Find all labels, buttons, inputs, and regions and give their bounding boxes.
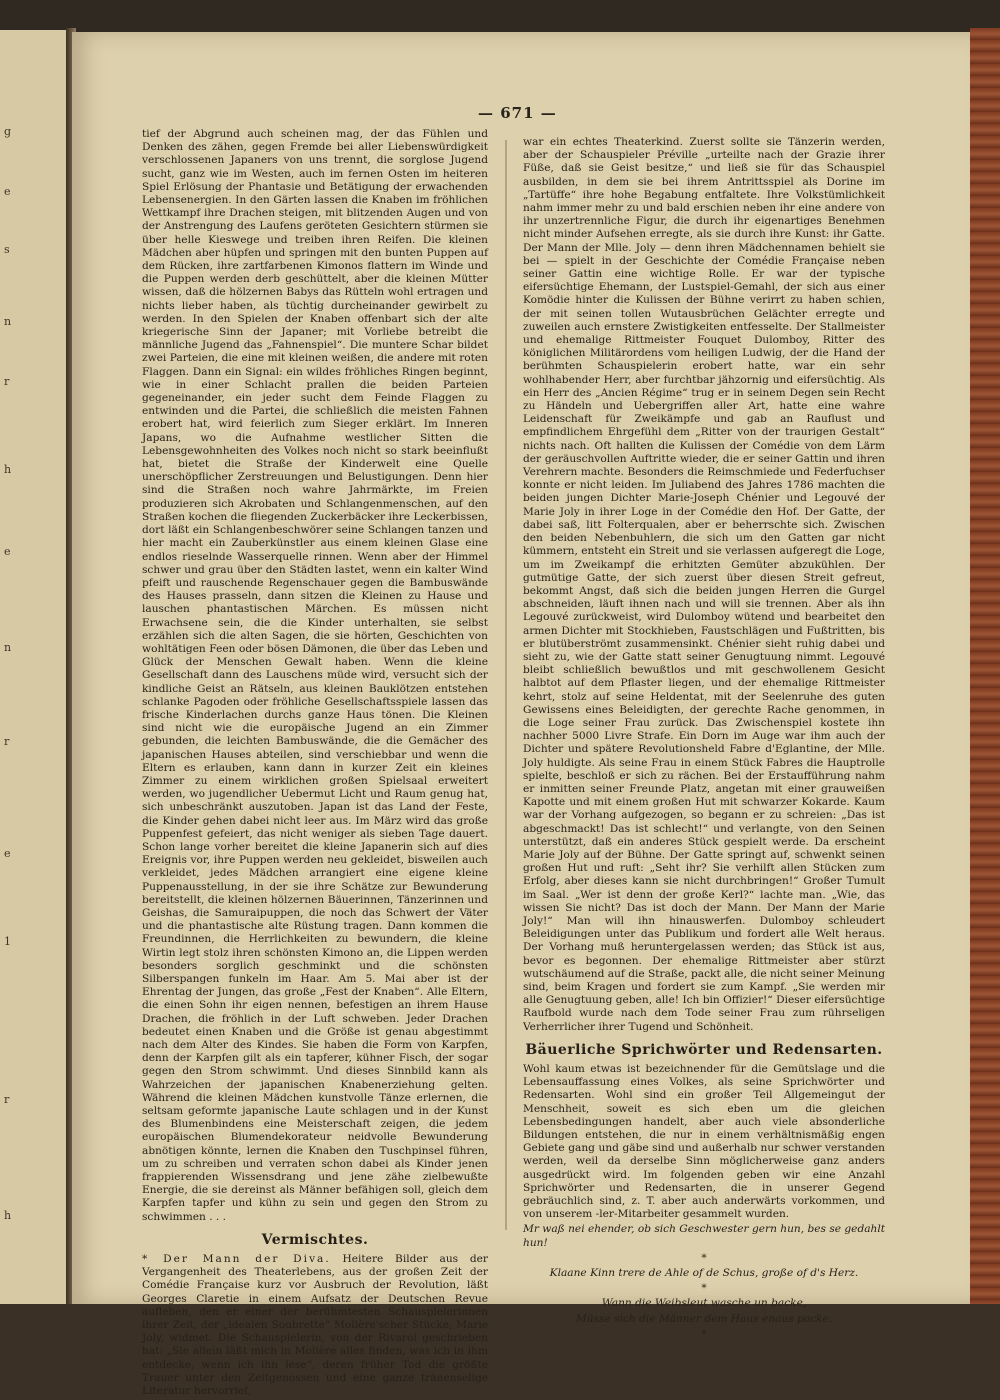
section-title-sprichwoerter: Bäuerliche Sprichwörter und Redensarten. xyxy=(525,1041,883,1058)
left-column xyxy=(142,128,488,1400)
book-binding xyxy=(970,28,1000,1304)
edge-fragment: r xyxy=(4,375,10,388)
article-lead: * Der Mann der Diva. xyxy=(142,1253,331,1266)
page-number: — 671 — xyxy=(478,104,557,122)
edge-fragment: g xyxy=(4,125,12,138)
article-body: Heitere Bilder aus der Vergangenheit des Theaterlebens, aus der großen Zeit der Comédie Française kurz vor Ausbruch der Revolution, läßt Georges Claretie in einem Aufsatz der Deutschen Revue aufleben, den er einer der berühmtesten Schauspielerinnen ihrer Zeit, der „idealen Soubrette“ Molière'scher Stücke, Marie Joly, widmet. Die Schauspielerin, von der Rivarol geschrieben hat: „Sie allein läßt mich in Molière alles finden, was ich in ihm entdecke, wenn ich ihn lese“, deren früher Tod die größte Trauer unter den Zeitgenossen und eine ganze tränenselige Literatur hervorrief, xyxy=(142,1253,488,1398)
right-column xyxy=(523,136,885,1343)
separator-star: * xyxy=(701,1251,707,1264)
edge-fragment: n xyxy=(4,641,12,654)
edge-fragment: e xyxy=(4,847,11,860)
column-divider xyxy=(505,140,507,1230)
section-title-vermischtes: Vermischtes. xyxy=(261,1231,369,1248)
paragraph-diva xyxy=(142,1253,488,1398)
edge-fragment: n xyxy=(4,315,12,328)
paragraph-marie-joly: war ein echtes Theaterkind. Zuerst sollte sie Tänzerin werden, aber der Schauspieler Préville „urteilte nach der Grazie ihrer Füße, daß sie Geist besitze,“ und ließ sie für das Schauspiel ausbilden, in dem sie bei ihrem Antrittsspiel als Dorine im „Tartüffe“ ihre hohe Begabung entfaltete. Ihre Volkstümlichkeit nahm immer mehr zu und bald erschien neben ihr eine andere von ihr unzertrennliche Figur, die durch ihr eigenartiges Benehmen nicht minder Aufsehen erregte, als sie durch ihre Kunst: ihr Gatte. Der Mann der Mlle. Joly — denn ihren Mädchennamen behielt sie bei — spielt in der Geschichte der Comédie Française neben seiner Gattin eine wichtige Rolle. Er war der typische eifersüchtige Ehemann, der Lustspiel-Gemahl, der sich aus einer Komödie hinter die Kulissen der Bühne verirrt zu haben schien, der mit seinen tollen Wutausbrüchen Gelächter erregte und zuweilen auch ernstere Zwistigkeiten entfesselte. Der Stallmeister und ehemalige Rittmeister Fouquet Dulomboy, Ritter des königlichen Militärordens vom heiligen Ludwig, der die Hand der berühmten Schauspielerin erobert hatte, war ein sehr wohlhabender Herr, aber furchtbar jähzornig und eifersüchtig. Als ein Herr des „Ancien Régime“ trug er in seinem Degen sein Recht zu Händeln und Uebergriffen aller Art, hatte eine wahre Leidenschaft für Zweikämpfe und gab an Rauflust und empfindlichem Ehrgefühl dem „Ritter von der traurigen Gestalt“ nichts nach. Oft hallten die Kulissen der Comédie von dem Lärm der geräuschvollen Auftritte wieder, die er seiner Gattin und ihren Verehrern machte. Besonders die Reimschmiede und Federfuchser konnte er nicht leiden. Im Juliabend des Jahres 1786 machten die beiden jungen Dichter Marie-Joseph Chénier und Legouvé der Marie Joly in ihrer Loge in der Comédie den Hof. Der Gatte, der dabei saß, litt Folterqualen, aber er beherrschte sich. Zwischen den beiden Nebenbuhlern, die sich um den Gatten gar nicht kümmern, entsteht ein Streit und sie verlassen aufgeregt die Loge, um im Zweikampf die erhitzten Gemüter abzukühlen. Der gutmütige Gatte, der sich zuerst über diesen Streit gefreut, bekommt Angst, daß sich die beiden jungen Herren die Gurgel abschneiden, läuft ihnen nach und will sie trennen. Aber als ihn Legouvé zurückweist, wird Dulomboy wütend und bearbeitet den armen Dichter mit Stockhieben, Faustschlägen und Fußtritten, bis er blutüberströmt zusammensinkt. Chénier sieht ruhig dabei und sieht zu, wie der Gatte statt seiner Genugtuung nimmt. Legouvé bleibt schließlich bewußtlos und mit geschwollenem Gesicht halbtot auf dem Pflaster liegen, und der ehemalige Rittmeister kehrt, stolz auf seine Heldentat, mit der Seelenruhe des guten Gewissens eines Beleidigten, der gerechte Rache genommen, in die Loge seiner Frau zurück. Das Zwischenspiel kostete ihn nachher 5000 Livre Strafe. Ein Dorn im Auge war ihm auch der Dichter und spätere Revolutionsheld Fabre d'Eglantine, der Mlle. Joly huldigte. Als seine Frau in einem Stück Fabres die Hauptrolle spielte, beschloß er sich zu rächen. Bei der Erstaufführung nahm er inmitten seiner Freunde Platz, angetan mit einer grauweißen Kapotte und mit einem großen Hut mit schwarzer Kokarde. Kaum war der Vorhang aufgezogen, so begann er zu schreien: „Das ist abgeschmackt! Das ist schlecht!“ und verlangte, von den Seinen unterstützt, daß ein anderes Stück gespielt werde. Da erscheint Marie Joly auf der Bühne. Der Gatte springt auf, schwenkt seinen großen Hut und ruft: „Seht ihr? Sie verhilft allen Stücken zum Erfolg, aber dieses kann sie nicht durchbringen!“ Großer Tumult im Saal. „Wer ist denn der große Kerl?“ lachte man. „Wie, das wissen Sie nicht? Das ist doch der Mann. Der Mann der Marie Joly!“ Man will ihn hinauswerfen. Dulomboy schleudert Beleidigungen unter das Publikum und fordert alle Welt heraus. Der Vorhang muß heruntergelassen werden; das Stück ist aus, bevor es begonnen. Der ehemalige Rittmeister aber stürzt wutschäumend auf die Straße, packt alle, die nicht seiner Meinung sind, beim Kragen und fordert sie zum Kampf. „Sie werden mir alle Genugtuung geben, alle! Ich bin Offizier!“ Dieser eifersüchtige Raufbold wurde nach dem Tode seiner Frau zum rührseligen Verherrlicher ihrer Tugend und Schönheit. xyxy=(523,136,885,1033)
paragraph-sprichwoerter-intro: Wohl kaum etwas ist bezeichnender für die Gemütslage und die Lebensauffassung eines Volkes, als seine Sprichwörter und Redensarten. Wohl sind ein großer Teil Allgemeingut der Menschheit, soweit es sich eben um die gleichen Lebensbedingungen handelt, aber auch viele absonderliche Bildungen entstehen, die nur in einem verhältnismäßig engen Gebiete gang und gäbe sind und außerhalb nur schwer verstanden werden, weil da derselbe Sinn möglicherweise ganz anders ausgedrückt wird. Im folgenden geben wir eine Anzahl Sprichwörter und Redensarten, die in unserer Gegend gebräuchlich sind, z. T. aber auch anderwärts vorkommen, und von unserem -ler-Mitarbeiter gesammelt wurden. xyxy=(523,1063,885,1221)
edge-fragment: s xyxy=(4,243,10,256)
separator-star: * xyxy=(701,1282,707,1295)
edge-fragment: h xyxy=(4,1209,12,1222)
edge-fragment: r xyxy=(4,735,10,748)
saying: Mr waß nei ehender, ob sich Geschwester gern hun, bes se gedahlt hun! xyxy=(523,1223,886,1249)
edge-fragment: e xyxy=(4,185,11,198)
saying-line: Wann die Weibsleut wasche un backe, xyxy=(601,1297,807,1310)
edge-fragment: r xyxy=(4,1093,10,1106)
book-cover-edge xyxy=(0,0,1000,32)
edge-fragment: e xyxy=(4,545,11,558)
previous-page-edge xyxy=(0,30,68,1304)
edge-fragment: h xyxy=(4,463,12,476)
saying: Klaane Kinn trere de Ahle of de Schus, große of d's Herz. xyxy=(549,1267,859,1280)
paragraph-japan-children: tief der Abgrund auch scheinen mag, der das Fühlen und Denken des zähen, gegen Fremde bei aller Liebenswürdigkeit verschlossenen Japaners von uns trennt, die sorglose Jugend sucht, ganz wie im Westen, auch im fernen Osten im heiteren Spiel Erlösung der Phantasie und Betätigung der erwachenden Lebensenergien. In den Gärten lassen die Knaben im fröhlichen Wettkampf ihre Drachen steigen, mit blitzenden Augen und von der Anstrengung des Laufens geröteten Gesichtern stürmen sie über helle Kieswege und treiben ihren Reifen. Die kleinen Mädchen aber hüpfen und springen mit den bunten Puppen auf dem Rücken, ihre zartfarbenen Kimonos flattern im Winde und die Puppen werden derb geschüttelt, aber die kleinen Mütter wissen, daß die hölzernen Babys das Rütteln wohl ertragen und nichts lieber haben, als tüchtig durcheinander gewirbelt zu werden. In den Spielen der Knaben offenbart sich der alte kriegerische Sinn der Japaner; mit Vorliebe betreibt die männliche Jugend das „Fahnenspiel“. Die muntere Schar bildet zwei Parteien, die eine mit kleinen weißen, die andere mit roten Flaggen. Dann ein Signal: ein wildes fröhliches Ringen beginnt, wie in einer Schlacht prallen die beiden Parteien gegeneinander, ein jeder sucht dem Feinde Flaggen zu entwinden und die Partei, die schließlich die meisten Fahnen erobert hat, wird feierlich zum Sieger erklärt. Im Inneren Japans, wo die Aufnahme westlicher Sitten die Lebensgewohnheiten des Volkes noch nicht so stark beeinflußt hat, bietet die Straße der Kinderwelt eine Quelle unerschöpflicher Zerstreuungen und Belustigungen. Denn hier sind die Straßen noch wahre Jahrmärkte, im Freien produzieren sich Akrobaten und Schlangenmenschen, auf den Straßen kochen die fliegenden Zuckerbäcker ihre Leckerbissen, dort läßt ein Schlangenbeschwörer seine Schlangen tanzen und hier macht ein Zauberkünstler aus einem kleinen Glase eine endlos rieselnde Wasserquelle rinnen. Wenn aber der Himmel schwer und grau über den Städten lastet, wenn ein kalter Wind pfeift und rauschende Regenschauer gegen die Bambuswände des Hauses prasseln, dann sitzen die Kleinen zu Hause und lauschen phantastischen Märchen. Es müssen nicht Erwachsene sein, die die Kinder unterhalten, sie selbst erzählen sich die alten Sagen, die sie hörten, Geschichten von wohltätigen Feen oder bösen Dämonen, die über das Leben und Glück der Menschen Gewalt haben. Wenn die kleine Gesellschaft dann des Lauschens müde wird, versucht sich der kindliche Geist an Rätseln, aus kleinen Bauklötzen entstehen schlanke Pagoden oder fröhliche Gesellschaftsspiele lassen das frische Kinderlachen durchs ganze Haus tönen. Die Kleinen sind nicht wie die europäische Jugend an ein Zimmer gebunden, die leichten Bambuswände, die die Gemächer des japanischen Hauses abteilen, sind verschiebbar und wenn die Eltern es erlauben, kann dann in kurzer Zeit ein kleines Zimmer zu einem wirklichen großen Spielsaal erweitert werden, wo jugendlicher Uebermut Licht und Raum genug hat, sich unbeschränkt auszutoben. Japan ist das Land der Feste, die Kinder gehen dabei nicht leer aus. Im März wird das große Puppenfest gefeiert, das nicht weniger als sieben Tage dauert. Schon lange vorher bereitet die kleine Japanerin sich auf dies Ereignis vor, ihre Puppen werden neu gekleidet, bisweilen auch verkleidet, jedes Mädchen arrangiert eine eigene kleine Puppenausstellung, in der sie ihre Schätze zur Bewunderung bereitstellt, die kleinen hölzernen Bäuerinnen, Tänzerinnen und Geishas, die Samuraipuppen, die noch das Schwert der Väter und die phantastische alte Rüstung tragen. Dann kommen die Freundinnen, die Herrlichkeiten zu bewundern, die kleine Wirtin legt stolz ihren schönsten Kimono an, die Lippen werden besonders sorglich geschminkt und die schönsten Silberspangen funkeln im Haar. Am 5. Mai aber ist der Ehrentag der Jungen, das große „Fest der Knaben“. Alle Eltern, die einen Sohn ihr eigen nennen, befestigen an ihrem Hause Drachen, die fröhlich in der Luft schweben. Jeder Drachen bedeutet einen Knaben und die Größe ist genau abgestimmt nach dem Alter des Kindes. Sie haben die Form von Karpfen, denn der Karpfen gilt als ein tapferer, kühner Fisch, der sogar gegen den Strom schwimmt. Und dieses Sinnbild kann als Wahrzeichen der japanischen Knabenerziehung gelten. Während die kleinen Mädchen kunstvolle Tänze erlernen, die seltsam geformte japanische Laute schlagen und in der Kunst des Blumenbindens eine Meisterschaft zeigen, die jedem europäischen Blumendekorateur neidvolle Bewunderung abnötigen könnte, lernen die Knaben den Tuschpinsel führen, um zu schreiben und verraten schon dabei als Kinder jenen frappierenden Wissensdrang und jene zähe zielbewußte Energie, die sie dereinst als Männer befähigen soll, gleich dem Karpfen tapfer und kühn zu sein und gegen den Strom zu schwimmen . . . xyxy=(142,128,488,1223)
edge-fragment: 1 xyxy=(4,935,11,948)
separator-star: * xyxy=(701,1327,707,1340)
saying-line: Müsse sich die Männer dem Haus enaus packe. xyxy=(575,1312,833,1325)
